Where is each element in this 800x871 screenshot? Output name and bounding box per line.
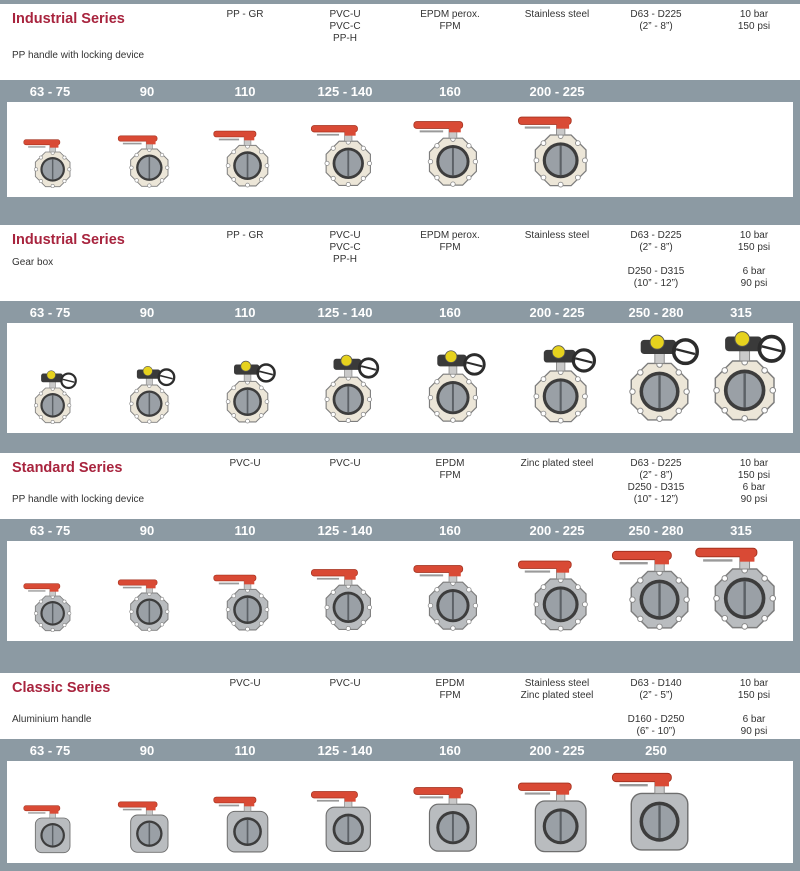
butterfly-valve-image	[406, 769, 494, 857]
butterfly-valve-image	[207, 115, 283, 191]
spec-line: EPDM perox.	[420, 230, 480, 241]
valve-photo-panel	[7, 761, 793, 863]
size-label: 110	[234, 84, 256, 99]
size-label: 90	[139, 743, 155, 758]
spec-line: (2” - 8”)	[639, 21, 673, 32]
spec-column-sizes	[628, 230, 685, 290]
spec-line: PVC-U	[229, 458, 261, 469]
spec-column-body	[226, 9, 263, 21]
spec-line: PVC-U	[329, 458, 361, 469]
butterfly-valve-image	[112, 565, 182, 635]
spec-column-seal	[420, 230, 479, 254]
butterfly-valve-image	[686, 525, 796, 635]
butterfly-valve-image	[112, 787, 182, 857]
spec-line: 6 bar	[742, 714, 766, 725]
series-subtitle: PP handle with locking device	[12, 50, 145, 61]
spec-column-pressure	[738, 9, 770, 33]
butterfly-valve-image	[510, 97, 605, 192]
spec-line: 90 psi	[740, 278, 768, 289]
butterfly-valve-image	[207, 559, 283, 635]
spec-line: 10 bar	[739, 230, 769, 241]
spec-line: (2” - 8”)	[639, 470, 673, 481]
series-section	[0, 221, 800, 441]
series-title: Standard Series	[12, 460, 123, 476]
size-label: 315	[730, 523, 752, 538]
size-label: 200 - 225	[529, 305, 585, 320]
spec-line: PVC-C	[329, 242, 361, 253]
series-section	[0, 0, 800, 205]
size-label: 250 - 280	[628, 523, 684, 538]
spec-column-pressure	[738, 458, 770, 506]
spec-line: Stainless steel	[524, 678, 590, 689]
butterfly-valve-image	[603, 751, 709, 857]
spec-line: Zinc plated steel	[520, 690, 594, 701]
series-subtitle: Aluminium handle	[12, 714, 92, 725]
spec-line: D160 - D250	[627, 714, 685, 725]
spec-line: EPDM	[435, 678, 465, 689]
spec-column-body	[229, 458, 260, 470]
spec-column-disc	[329, 678, 360, 690]
series-title: Classic Series	[12, 680, 111, 696]
spec-column-shaft	[525, 9, 589, 21]
spec-column-pressure	[738, 230, 770, 290]
spec-line: D63 - D225	[630, 230, 682, 241]
butterfly-valve-image	[18, 362, 83, 427]
size-label: 125 - 140	[317, 305, 373, 320]
spec-line: FPM	[439, 690, 461, 701]
spec-line: (2” - 5”)	[639, 690, 673, 701]
size-label: 160	[439, 84, 461, 99]
series-title: Industrial Series	[12, 11, 125, 27]
size-label: 315	[730, 305, 752, 320]
butterfly-valve-image	[510, 333, 605, 428]
spec-line: 10 bar	[739, 9, 769, 20]
spec-line: 150 psi	[737, 21, 771, 32]
spec-line: (2” - 8”)	[639, 242, 673, 253]
size-label: 125 - 140	[317, 743, 373, 758]
spec-column-shaft	[521, 678, 594, 702]
butterfly-valve-image	[406, 103, 494, 191]
series-info-block	[0, 4, 800, 80]
size-label: 200 - 225	[529, 84, 585, 99]
spec-line: (10” - 12”)	[633, 494, 679, 505]
size-label: 200 - 225	[529, 743, 585, 758]
spec-column-shaft	[525, 230, 589, 242]
size-label: 110	[234, 523, 256, 538]
series-subtitle: Gear box	[12, 257, 54, 268]
size-label: 110	[234, 305, 256, 320]
spec-line	[628, 254, 685, 266]
spec-line: PVC-U	[329, 230, 361, 241]
spec-column-body	[229, 678, 260, 690]
size-label: 250	[645, 743, 667, 758]
size-label: 110	[234, 743, 256, 758]
spec-line: D63 - D225	[630, 9, 682, 20]
spec-column-disc	[329, 9, 360, 45]
spec-line: 10 bar	[739, 678, 769, 689]
size-label: 160	[439, 743, 461, 758]
spec-column-sizes	[630, 9, 681, 33]
series-title: Industrial Series	[12, 232, 125, 248]
size-label-band	[0, 301, 800, 323]
spec-line: PVC-U	[329, 678, 361, 689]
butterfly-valve-image	[406, 547, 494, 635]
spec-line: PP-H	[333, 254, 357, 265]
spec-line: 150 psi	[737, 242, 771, 253]
spec-line: (6” - 10”)	[636, 726, 676, 737]
series-subtitle: PP handle with locking device	[12, 494, 145, 505]
spec-line: Stainless steel	[524, 230, 590, 241]
series-section	[0, 443, 800, 649]
spec-line: D250 - D315	[627, 482, 685, 493]
butterfly-valve-image	[18, 126, 83, 191]
spec-line: 6 bar	[742, 266, 766, 277]
spec-line: PVC-U	[329, 9, 361, 20]
butterfly-valve-image	[304, 774, 387, 857]
size-label: 160	[439, 305, 461, 320]
spec-column-seal	[420, 9, 479, 33]
spec-line: FPM	[439, 242, 461, 253]
spec-line: PP-H	[333, 33, 357, 44]
spec-line: D63 - D140	[630, 678, 682, 689]
size-label: 160	[439, 523, 461, 538]
spec-line: 150 psi	[737, 690, 771, 701]
butterfly-valve-image	[207, 351, 283, 427]
size-label: 200 - 225	[529, 523, 585, 538]
size-label: 63 - 75	[29, 305, 71, 320]
spec-line	[738, 702, 770, 714]
spec-line: D63 - D225	[630, 458, 682, 469]
spec-line: D250 - D315	[627, 266, 685, 277]
butterfly-valve-image	[304, 552, 387, 635]
spec-column-body	[226, 230, 263, 242]
butterfly-valve-image	[18, 570, 83, 635]
spec-column-shaft	[521, 458, 594, 470]
butterfly-valve-image	[304, 344, 387, 427]
size-label: 63 - 75	[29, 743, 71, 758]
series-info-block	[0, 453, 800, 519]
size-label: 90	[139, 84, 155, 99]
spec-line: Stainless steel	[524, 9, 590, 20]
valve-photo-panel	[7, 102, 793, 197]
spec-line: PVC-C	[329, 21, 361, 32]
spec-line: FPM	[439, 470, 461, 481]
spec-line	[738, 254, 770, 266]
butterfly-valve-image	[510, 763, 605, 858]
butterfly-valve-image	[112, 121, 182, 191]
butterfly-valve-image	[207, 781, 283, 857]
butterfly-valve-image	[686, 317, 796, 427]
valve-photo-panel	[7, 323, 793, 433]
spec-line: 90 psi	[740, 494, 768, 505]
spec-line: 150 psi	[737, 470, 771, 481]
butterfly-valve-image	[510, 541, 605, 636]
spec-column-disc	[329, 458, 360, 470]
spec-line: 90 psi	[740, 726, 768, 737]
spec-line: PP - GR	[226, 9, 264, 20]
size-label-band	[0, 80, 800, 102]
size-label: 90	[139, 305, 155, 320]
spec-line	[628, 702, 685, 714]
size-label: 63 - 75	[29, 523, 71, 538]
spec-line: FPM	[439, 21, 461, 32]
spec-line: PVC-U	[229, 678, 261, 689]
butterfly-valve-image	[112, 357, 182, 427]
size-label: 90	[139, 523, 155, 538]
spec-line: EPDM	[435, 458, 465, 469]
spec-column-disc	[329, 230, 360, 266]
spec-column-seal	[436, 458, 465, 482]
spec-line: 6 bar	[742, 482, 766, 493]
size-label: 63 - 75	[29, 84, 71, 99]
valve-photo-panel	[7, 541, 793, 641]
series-section	[0, 663, 800, 871]
size-label: 250 - 280	[628, 305, 684, 320]
butterfly-valve-image	[406, 339, 494, 427]
size-label: 125 - 140	[317, 523, 373, 538]
spec-line: (10” - 12”)	[633, 278, 679, 289]
spec-column-pressure	[738, 678, 770, 738]
spec-line: Zinc plated steel	[520, 458, 594, 469]
spec-column-sizes	[628, 458, 685, 506]
spec-column-sizes	[628, 678, 685, 738]
series-info-block	[0, 225, 800, 301]
spec-line: EPDM perox.	[420, 9, 480, 20]
spec-line: 10 bar	[739, 458, 769, 469]
butterfly-valve-image	[18, 792, 83, 857]
butterfly-valve-image	[304, 108, 387, 191]
spec-column-seal	[436, 678, 465, 702]
spec-line: PP - GR	[226, 230, 264, 241]
series-info-block	[0, 673, 800, 739]
size-label: 125 - 140	[317, 84, 373, 99]
